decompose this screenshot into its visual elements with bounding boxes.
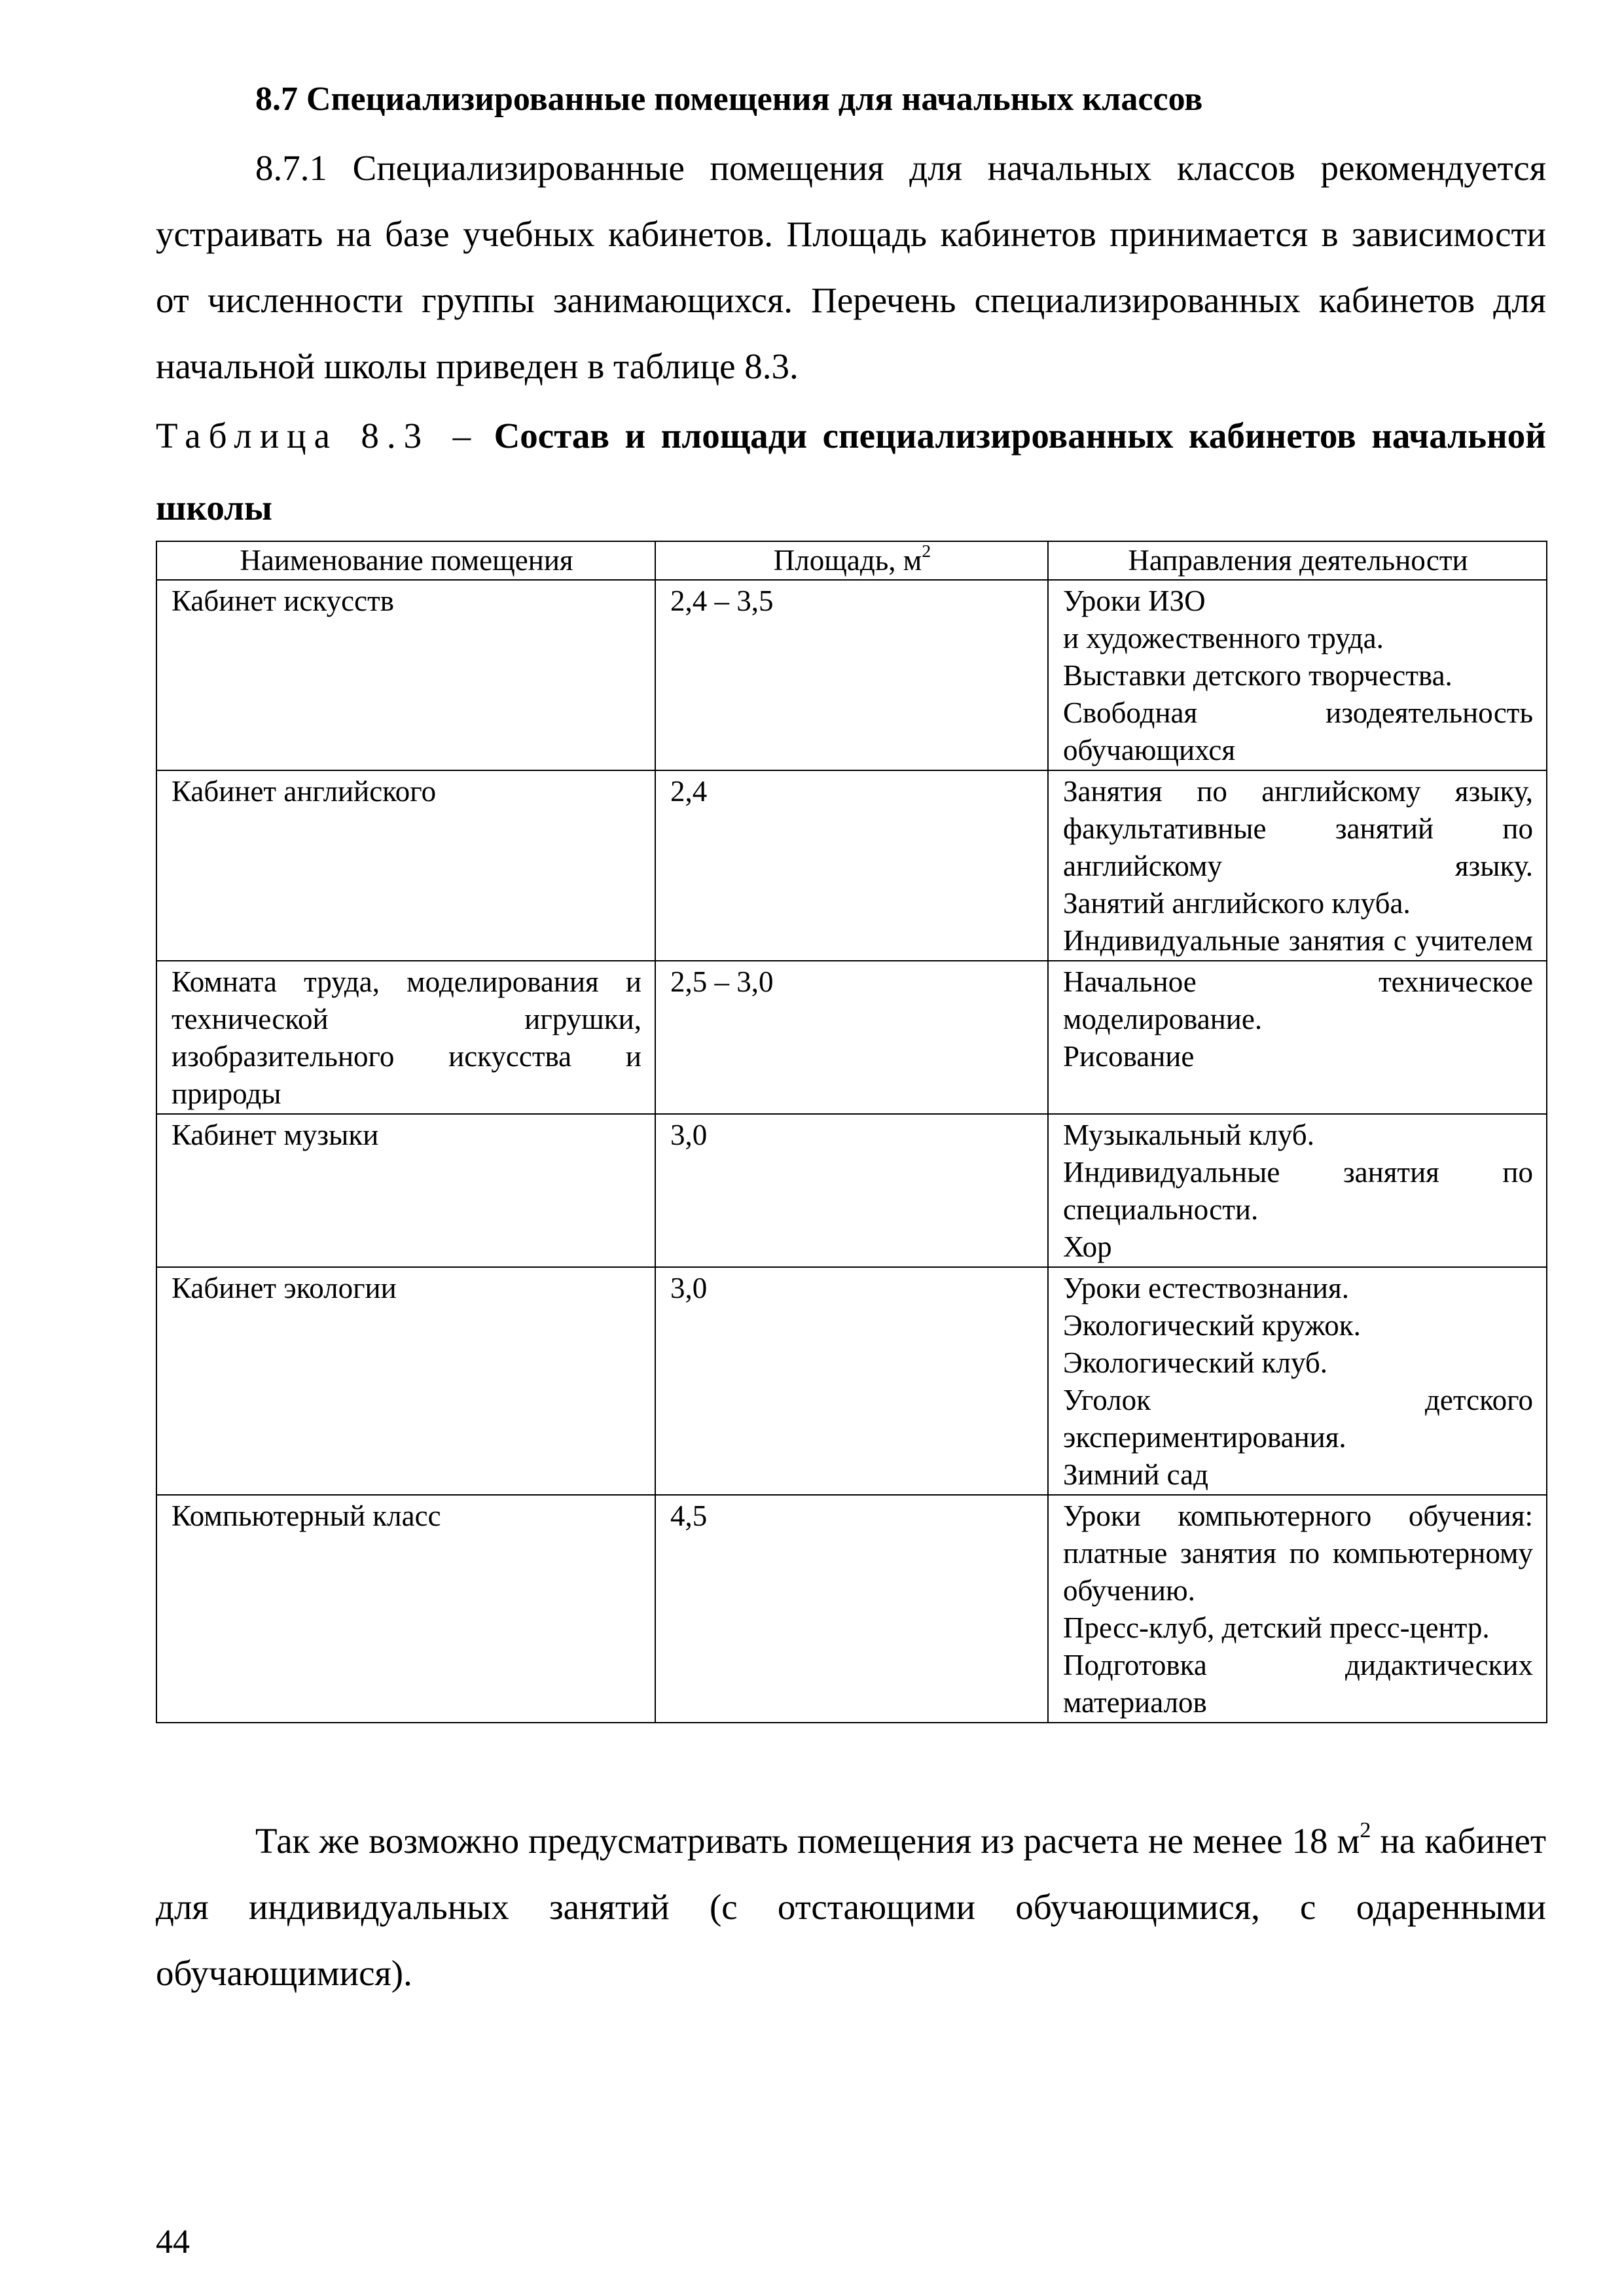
table-row: [156, 1267, 1547, 1495]
room-activities: [1048, 1114, 1547, 1267]
room-name: Кабинет экологии: [156, 1267, 655, 1495]
room-name: Компьютерный класс: [156, 1495, 655, 1723]
activity-line: Занятия по английскому языку, факультативные занятий по английскому языку.: [1063, 775, 1533, 882]
table-row: [156, 1114, 1547, 1267]
activity-line: Музыкальный клуб.: [1063, 1119, 1314, 1151]
activity-line: Уголок детского экспериментирования.: [1063, 1384, 1533, 1454]
activity-line: Зимний сад: [1063, 1458, 1208, 1491]
closing-text-sup: 2: [1360, 1818, 1371, 1842]
activity-line: Пресс-клуб, детский пресс-центр.: [1063, 1611, 1490, 1644]
activity-line: Уроки ИЗО: [1063, 584, 1206, 617]
activity-line: Уроки компьютерного обучения: платные занятия по компьютерному обучению.: [1063, 1499, 1533, 1607]
activity-line: Выставки детского творчества.: [1063, 659, 1453, 692]
room-name: Комната труда, моделирования и технической игрушки, изобразительного искусства и природы: [156, 961, 655, 1114]
room-area: 2,4: [655, 770, 1048, 961]
header-room-name: Наименование помещения: [156, 541, 655, 580]
closing-text-start: Так же возможно предусматривать помещения из расчета не менее 18 м: [255, 1821, 1360, 1861]
header-area: [655, 541, 1048, 580]
activity-line: Подготовка дидактических материалов: [1063, 1649, 1533, 1719]
activity-line: Экологический кружок.: [1063, 1309, 1361, 1342]
table-caption-label: Таблица 8.3 –: [156, 416, 479, 456]
room-area: 3,0: [655, 1267, 1048, 1495]
activity-line: Свободная изодеятельность обучающихся: [1063, 696, 1533, 766]
header-activities: Направления деятельности: [1048, 541, 1547, 580]
room-name: Кабинет искусств: [156, 580, 655, 770]
room-activities: [1048, 770, 1547, 961]
specialized-rooms-table: [156, 541, 1547, 1723]
header-area-label: Площадь, м: [773, 544, 922, 577]
closing-paragraph: [156, 1808, 1546, 2006]
page-number: 44: [156, 2223, 190, 2261]
section-heading: 8.7 Специализированные помещения для начальных классов: [255, 81, 1203, 118]
room-name: Кабинет английского: [156, 770, 655, 961]
activity-line: Начальное техническое моделирование.: [1063, 965, 1533, 1035]
room-activities: [1048, 961, 1547, 1114]
activity-line: Занятий английского клуба.: [1063, 887, 1411, 920]
table-row: [156, 580, 1547, 770]
room-activities: [1048, 580, 1547, 770]
paragraph-8-7-1: 8.7.1 Специализированные помещения для начальных классов рекомендуется устраивать на базе учебных кабинетов. Площадь кабинетов принимается в зависимости от численности группы занимающихся. Перечень специализированных кабинетов для начальной школы приведен в таблице 8.3.: [156, 148, 1546, 386]
table-row: [156, 1495, 1547, 1723]
header-area-sup: 2: [922, 541, 931, 562]
room-name: Кабинет музыки: [156, 1114, 655, 1267]
activity-line: Индивидуальные занятия по специальности.: [1063, 1156, 1533, 1226]
room-activities: [1048, 1495, 1547, 1723]
closing-text-end: на кабинет для индивидуальных занятий (с отстающими обучающимися, с одаренными обучающимися).: [156, 1821, 1546, 1993]
table-row: [156, 961, 1547, 1114]
activity-line: и художественного труда.: [1063, 622, 1384, 655]
room-area: 2,4 – 3,5: [655, 580, 1048, 770]
table-header-row: [156, 541, 1547, 580]
room-activities: [1048, 1267, 1547, 1495]
activity-line: Экологический клуб.: [1063, 1346, 1328, 1379]
activity-line: Индивидуальные занятия с учителем: [1063, 924, 1533, 957]
activity-line: Уроки естествознания.: [1063, 1272, 1349, 1304]
table-caption: [156, 400, 1546, 544]
table-caption-title: Состав и площади специализированных кабинетов начальной школы: [156, 416, 1546, 528]
room-area: 4,5: [655, 1495, 1048, 1723]
activity-line: Рисование: [1063, 1040, 1195, 1073]
room-area: 2,5 – 3,0: [655, 961, 1048, 1114]
activity-line: Хор: [1063, 1230, 1112, 1263]
room-area: 3,0: [655, 1114, 1048, 1267]
table-row: [156, 770, 1547, 961]
